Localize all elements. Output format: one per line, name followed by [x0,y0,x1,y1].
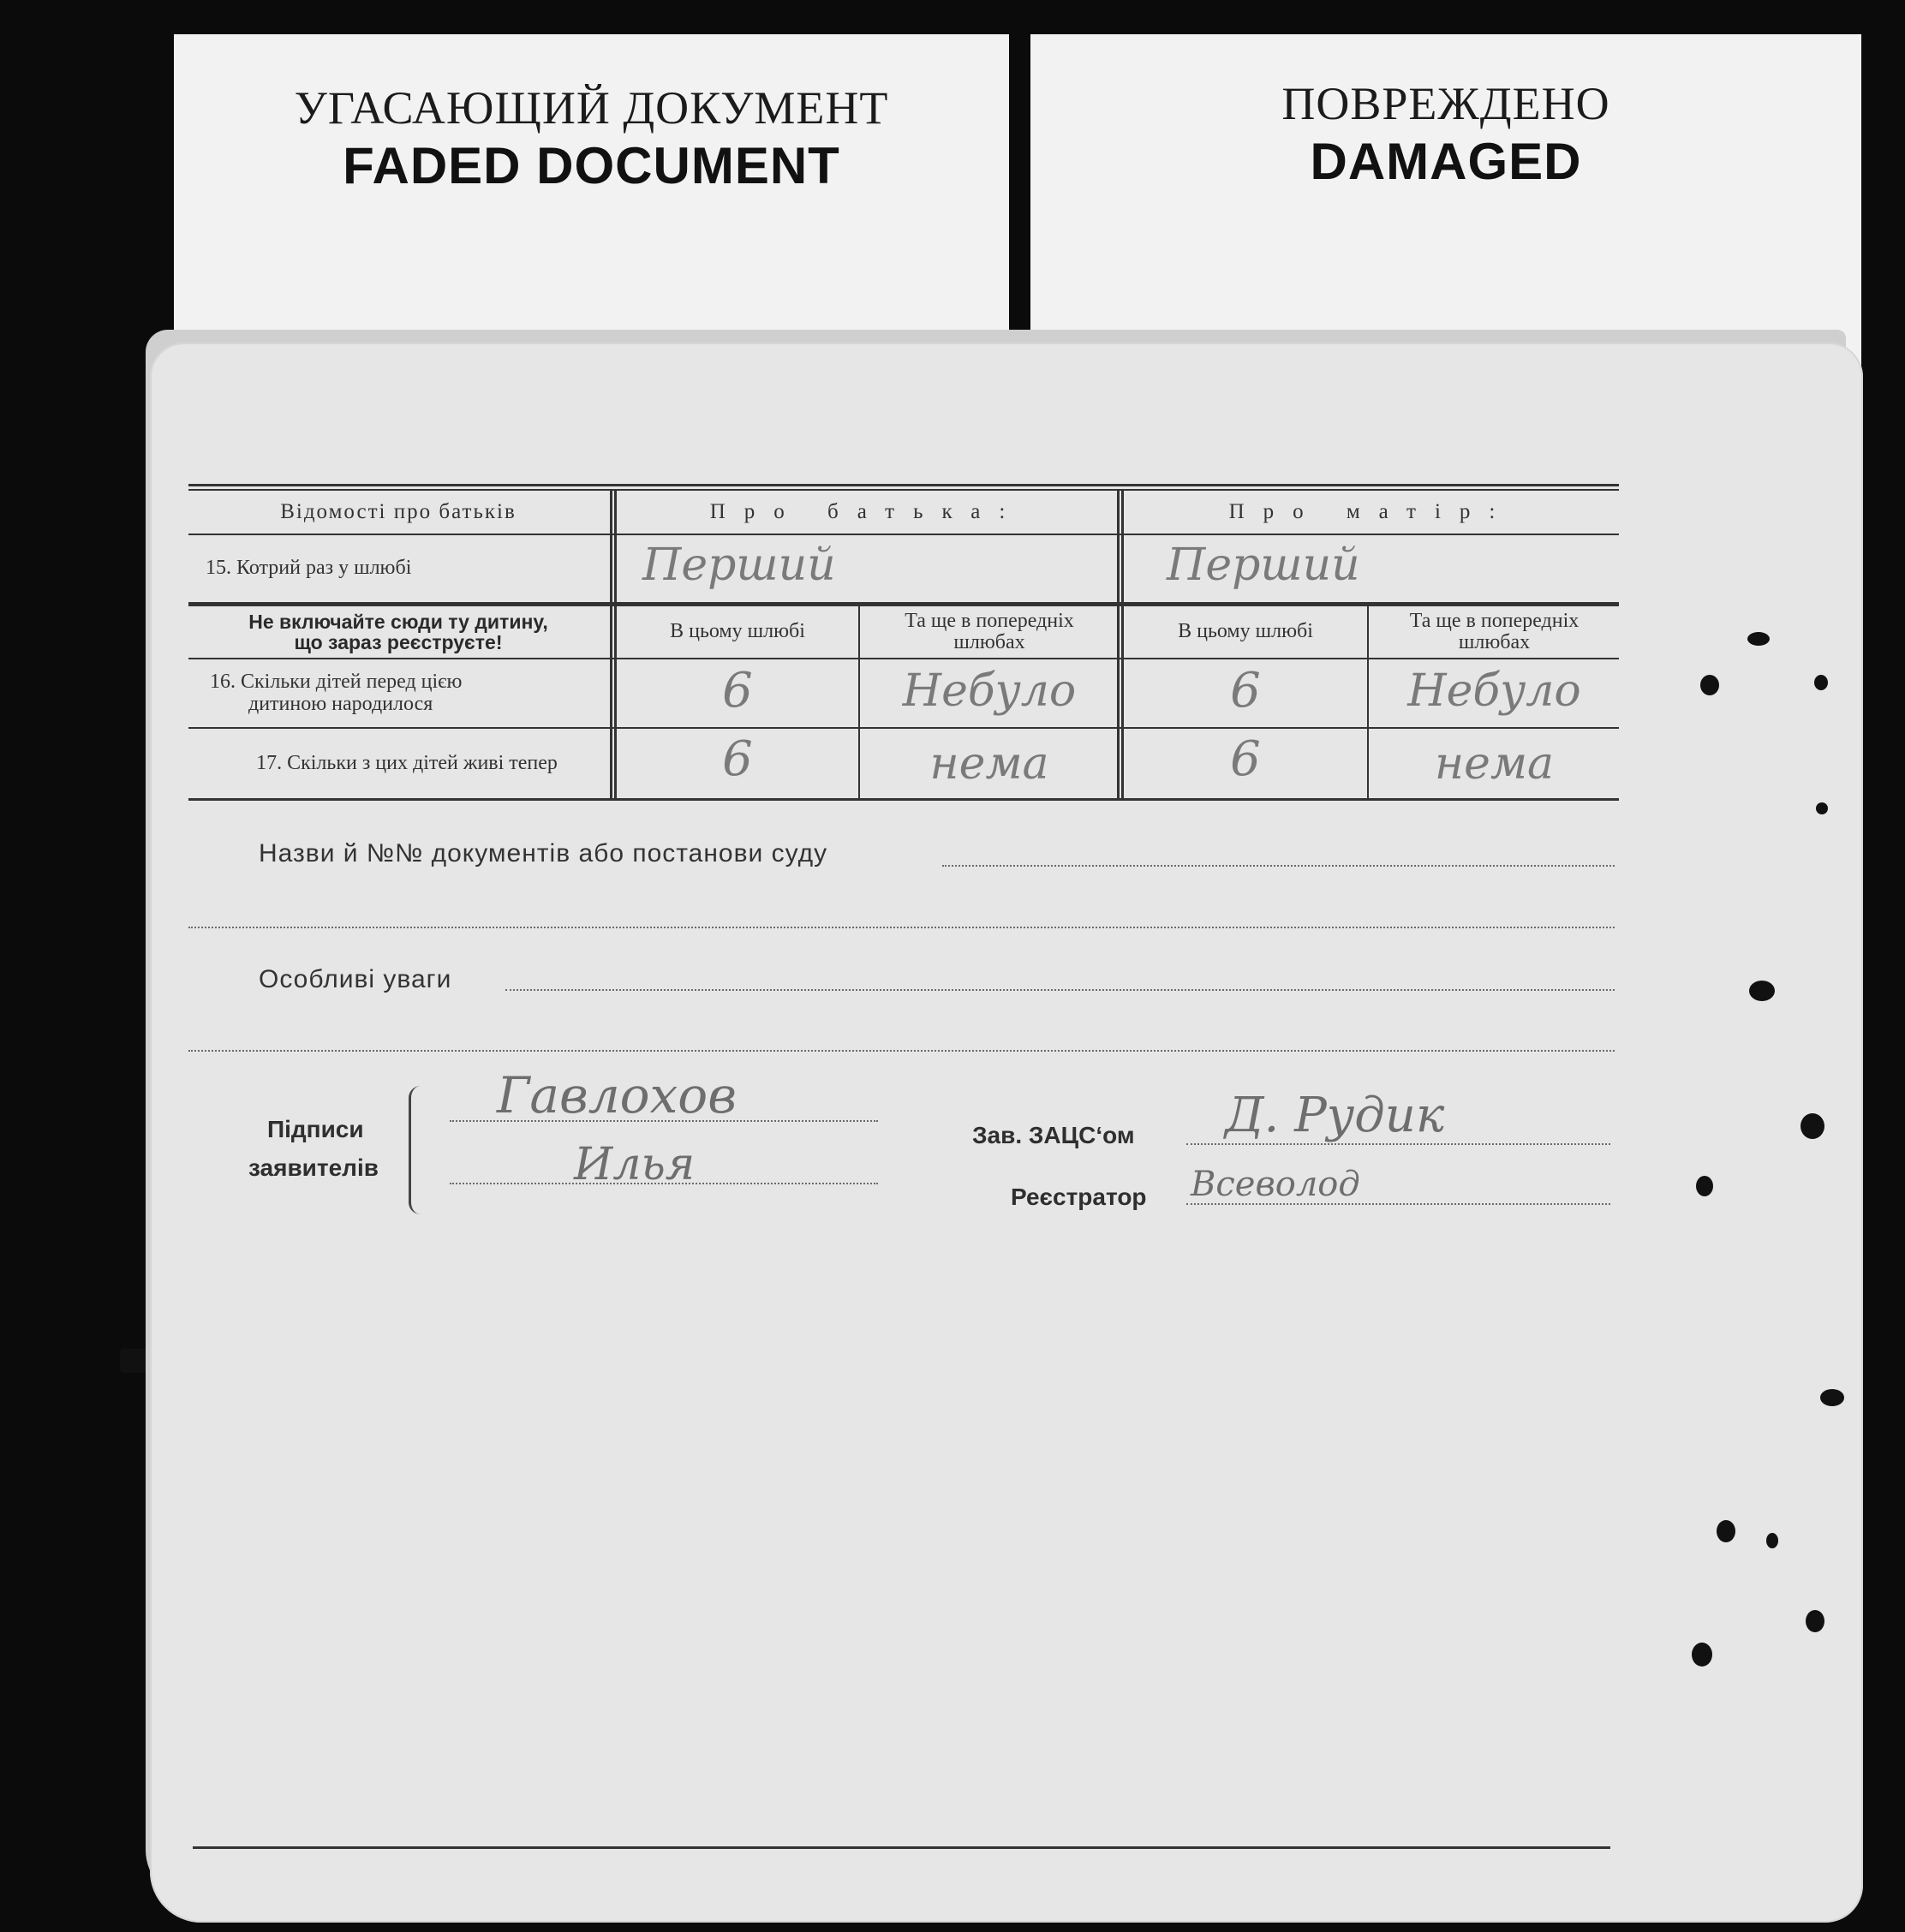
row16-mother-prev: Небуло [1407,665,1581,717]
header-about-father: Про батька: [709,499,1024,523]
exclusion-note [188,606,608,658]
notes-label: Особливі уваги [259,965,452,993]
row17-label: 17. Скільки з цих дітей живі тепер [256,751,558,774]
row15-label: 15. Котрий раз у шлюбі [206,557,412,580]
row15-mother-value: Перший [1167,539,1360,591]
documents-line-1 [942,865,1615,867]
row16-label-line2: дитиною народилося [248,692,433,715]
signature-brace [409,1086,427,1214]
applicant-signature-line-1 [450,1120,878,1122]
father-prev-line1: Та ще в попередніх [905,609,1074,632]
parents-info-table [188,484,1619,805]
exclusion-note-line2: що зараз реєструєте! [294,631,503,653]
mother-prev-line2: шлюбах [1458,631,1531,653]
row16-label [210,659,608,727]
applicant-signature-2: Илья [574,1139,696,1190]
damage-hole [1717,1520,1735,1542]
applicants-signatures-label-line2: заявителів [248,1154,379,1181]
notes-line-2 [188,1050,1615,1052]
damage-hole [1816,802,1828,814]
damage-hole [1700,675,1719,695]
damage-hole [1696,1176,1713,1196]
documents-line-2 [188,927,1615,928]
damaged-document-card [1030,34,1861,368]
mother-prev-line1: Та ще в попередніх [1409,609,1580,632]
damage-hole [1692,1643,1712,1667]
mother-this-marriage-header: В цьому шлюбі [1178,620,1313,643]
row17-mother-this: 6 [1230,730,1261,787]
row16-father-this: 6 [722,662,753,719]
row15-father-value: Перший [642,539,836,591]
applicants-signatures-label-line1: Підписи [267,1116,364,1142]
head-signature-line [1186,1143,1610,1145]
header-parents-info: Відомості про батьків [280,499,517,523]
faded-document-card [174,34,1009,330]
edge-damage [120,1349,146,1373]
father-prev-line2: шлюбах [953,631,1025,653]
faded-label-ru: УГАСАЮЩИЙ ДОКУМЕНТ [294,82,889,134]
row16-mother-this: 6 [1230,662,1261,719]
row16-label-line1: 16. Скільки дітей перед цією [210,671,463,694]
damaged-label-en: DAMAGED [1310,133,1582,190]
notes-line-1 [505,989,1615,991]
damage-hole [1747,632,1770,646]
damage-hole [1749,981,1775,1001]
row17-father-prev: нема [929,737,1049,790]
registrar-signature: Всеволод [1191,1165,1360,1204]
registrar-signature-line [1186,1203,1610,1205]
documents-label: Назви й №№ документів або постанови суду [259,839,828,868]
row16-father-prev: Небуло [902,665,1077,717]
damage-hole [1766,1533,1778,1548]
damaged-label-ru: ПОВРЕЖДЕНО [1281,78,1610,129]
damage-hole [1806,1610,1824,1632]
exclusion-note-line1: Не включайте сюди ту дитину, [248,610,548,633]
head-of-registry-signature: Д. Рудик [1225,1088,1445,1143]
damage-hole [1800,1113,1824,1139]
head-of-registry-label: Зав. ЗАЦС‘ом [972,1122,1135,1148]
row17-father-this: 6 [722,730,753,787]
applicant-signature-1: Гавлохов [497,1066,737,1124]
registrar-label: Реєстратор [1011,1184,1147,1210]
damage-hole [1814,675,1828,690]
header-about-mother: Про матір: [1228,499,1514,523]
father-prev-marriages-header [861,606,1118,658]
faded-label-en: FADED DOCUMENT [343,137,840,194]
applicant-signature-line-2 [450,1183,878,1184]
bottom-rule [193,1846,1610,1849]
mother-prev-marriages-header [1370,606,1619,658]
father-this-marriage-header: В цьому шлюбі [670,620,805,643]
damage-hole [1820,1389,1844,1406]
row17-mother-prev: нема [1434,737,1555,790]
